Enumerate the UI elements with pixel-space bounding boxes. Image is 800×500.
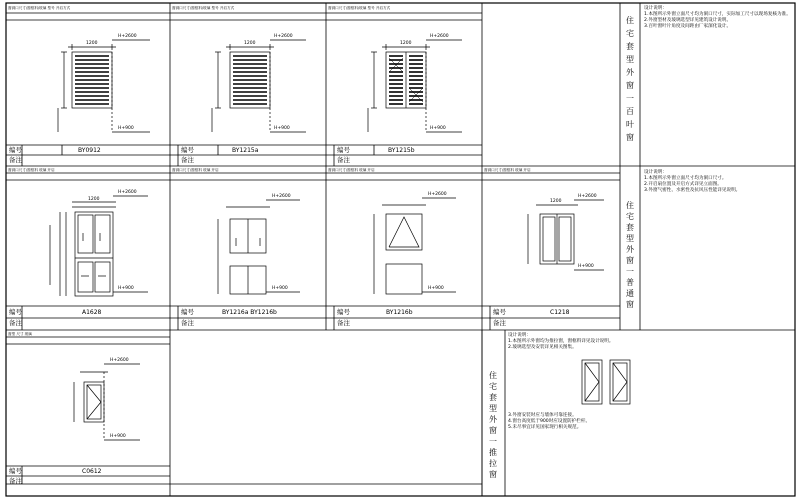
row2-remark-label-4: 备注 bbox=[493, 319, 506, 327]
row3-number-label: 编号 bbox=[9, 467, 22, 475]
row1-remark-label-3: 备注 bbox=[337, 156, 350, 164]
row1-level-bottom-1: H+900 bbox=[118, 126, 134, 131]
row2-level-bottom-2: H+900 bbox=[272, 286, 288, 291]
row2-header-2: 窗洞口尺寸/窗框料 玻璃 开启 bbox=[172, 168, 219, 172]
row1-dim-width-3: 1200 bbox=[400, 41, 412, 46]
notes-middle-line-1: 设计说明： bbox=[644, 170, 667, 175]
notes-bottom-line-1: 设计说明： bbox=[508, 333, 531, 338]
row1-dim-width-1: 1200 bbox=[86, 41, 98, 46]
notes-bottom2-line-3: 5.未尽事宜详见国家现行相关规范。 bbox=[508, 425, 582, 430]
row1-number-label-1: 编号 bbox=[9, 146, 22, 154]
row2-dim-width-1: 1200 bbox=[88, 197, 100, 202]
notes-top-line-3: 2.外窗型材及玻璃选型详见建筑设计说明。 bbox=[644, 18, 732, 23]
row2-code-3: BY1216b bbox=[386, 309, 413, 316]
row1-code-1: BY0912 bbox=[78, 147, 101, 154]
notes-top-line-1: 设计说明： bbox=[644, 6, 667, 11]
notes-bottom-2 bbox=[508, 413, 590, 431]
row2-remark-label-2: 备注 bbox=[181, 319, 194, 327]
side-title-middle: 住宅套型外窗一普通窗 bbox=[626, 201, 634, 309]
row2-level-top-1: H+2600 bbox=[118, 190, 137, 195]
row2-remark-label-1: 备注 bbox=[9, 319, 22, 327]
row2-level-bottom-1: H+900 bbox=[118, 286, 134, 291]
row1-code-2: BY1215a bbox=[232, 147, 259, 154]
row1-level-bottom-2: H+900 bbox=[274, 126, 290, 131]
row2-number-label-1: 编号 bbox=[9, 308, 22, 316]
notes-middle-line-2: 1.本图所示外窗立面尺寸均为洞口尺寸。 bbox=[644, 176, 727, 181]
row1-remark-label-2: 备注 bbox=[181, 156, 194, 164]
notes-bottom2-line-2: 4.窗台高度低于900时应设置防护栏杆。 bbox=[508, 419, 591, 424]
notes-bottom-line-2: 1.本图所示外窗均为推拉窗，窗框料详见设计说明。 bbox=[508, 339, 614, 344]
side-title-bottom: 住宅套型外窗一推拉窗 bbox=[489, 371, 497, 479]
row1-header-3: 窗洞口尺寸/窗框料/玻璃 型号 开启方式 bbox=[328, 6, 391, 10]
row2-header-1: 窗洞口尺寸/窗框料 玻璃 开启 bbox=[8, 168, 55, 172]
notes-bottom2-line-1: 3.外窗安装时应与墙体可靠连接。 bbox=[508, 413, 577, 418]
row3-header: 窗型 尺寸 玻璃 bbox=[8, 332, 32, 336]
row2-remark-label-3: 备注 bbox=[337, 319, 350, 327]
row2-level-bottom-3: H+900 bbox=[428, 286, 444, 291]
notes-middle-line-3: 2.开启扇位置及开启方式详见立面图。 bbox=[644, 182, 722, 187]
notes-top-line-2: 1.本图所示外窗立面尺寸均为洞口尺寸，实际加工尺寸以现场复核为准。 bbox=[644, 12, 791, 17]
row1-number-label-3: 编号 bbox=[337, 146, 350, 154]
notes-middle bbox=[644, 170, 740, 194]
row1-number-label-2: 编号 bbox=[181, 146, 194, 154]
row1-remark-label-1: 备注 bbox=[9, 156, 22, 164]
row1-level-top-3: H+2600 bbox=[430, 34, 449, 39]
row1-level-bottom-3: H+900 bbox=[430, 126, 446, 131]
row1-dim-width-2: 1200 bbox=[244, 41, 256, 46]
row3-level-top: H+2600 bbox=[110, 358, 129, 363]
notes-top-line-4: 3.百叶窗叶片角度及间距由厂家深化设计。 bbox=[644, 24, 732, 29]
side-title-top: 住宅套型外窗一百叶窗 bbox=[626, 16, 634, 142]
notes-bottom-line-3: 2.玻璃选型及安装详见相关图集。 bbox=[508, 345, 577, 350]
row2-code-4: C1218 bbox=[550, 309, 570, 316]
row2-level-top-3: H+2600 bbox=[428, 192, 447, 197]
row2-number-label-3: 编号 bbox=[337, 308, 350, 316]
row2-number-label-4: 编号 bbox=[493, 308, 506, 316]
row1-header-2: 窗洞口尺寸/窗框料/玻璃 型号 开启方式 bbox=[172, 6, 235, 10]
row2-header-3: 窗洞口尺寸/窗框料 玻璃 开启 bbox=[328, 168, 375, 172]
row1-level-top-2: H+2600 bbox=[274, 34, 293, 39]
row3-level-bottom: H+900 bbox=[110, 434, 126, 439]
row2-code-2: BY1216a BY1216b bbox=[222, 309, 277, 316]
notes-middle-line-4: 3.外窗气密性、水密性及抗风压性能详见说明。 bbox=[644, 188, 741, 193]
notes-top bbox=[644, 6, 791, 30]
row2-dim-width-4: 1200 bbox=[550, 199, 562, 204]
row2-level-top-2: H+2600 bbox=[272, 194, 291, 199]
row3-remark-label: 备注 bbox=[9, 477, 22, 485]
row2-number-label-2: 编号 bbox=[181, 308, 194, 316]
row3-code: C0612 bbox=[82, 468, 102, 475]
row2-header-4: 窗洞口尺寸/窗框料 玻璃 开启 bbox=[484, 168, 531, 172]
row1-code-3: BY1215b bbox=[388, 147, 415, 154]
row2-level-bottom-4: H+900 bbox=[578, 264, 594, 269]
notes-bottom bbox=[508, 333, 613, 351]
row1-header-1: 窗洞口尺寸/窗框料/玻璃 型号 开启方式 bbox=[8, 6, 71, 10]
row2-code-1: A1628 bbox=[82, 309, 102, 316]
row2-level-top-4: H+2600 bbox=[578, 194, 597, 199]
row1-level-top-1: H+2600 bbox=[118, 34, 137, 39]
